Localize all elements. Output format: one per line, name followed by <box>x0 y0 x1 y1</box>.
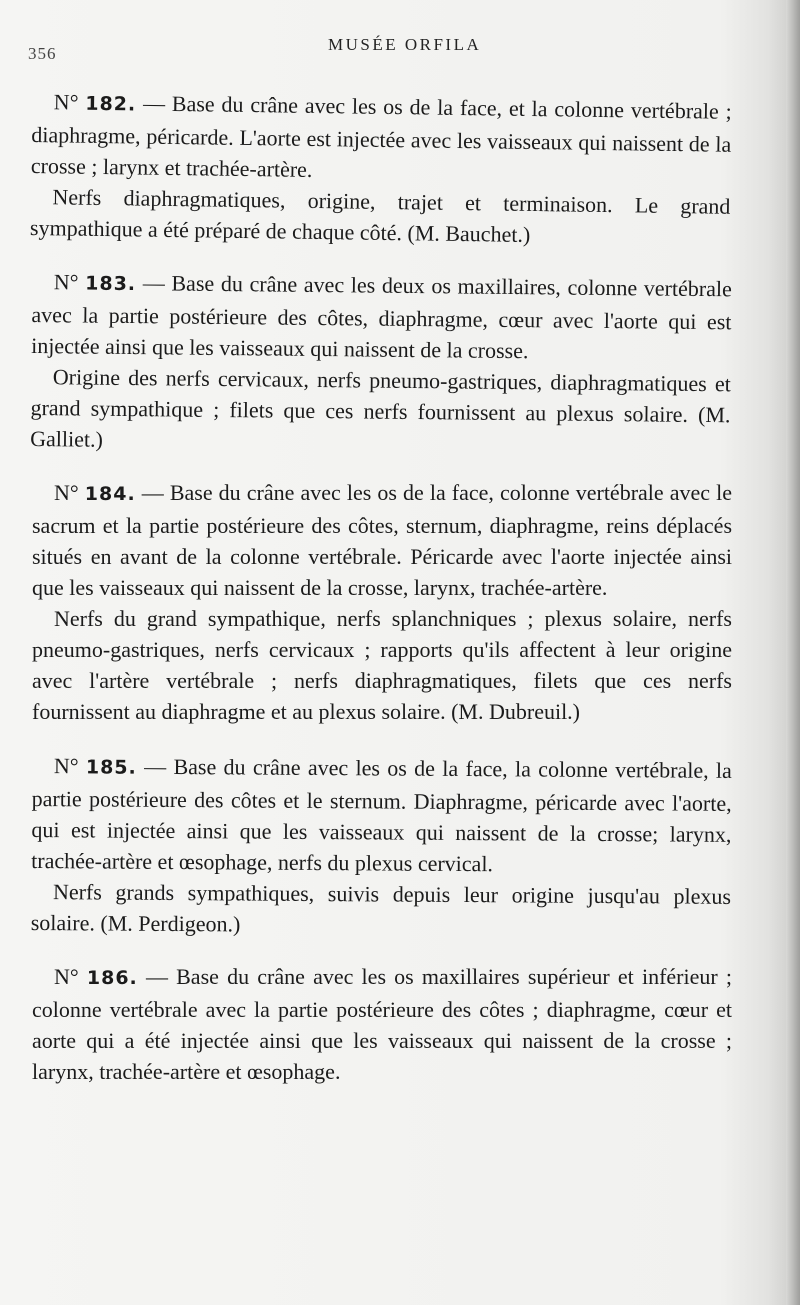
page-number: 356 <box>28 44 57 63</box>
entry-number: 184. <box>84 483 136 505</box>
page-gutter-shadow <box>786 0 800 1305</box>
entry-number: 182. <box>85 92 137 116</box>
catalog-entry-183 <box>30 266 732 461</box>
entry-text: — Base du crâne avec les os de la face, colonne vertébrale avec le sacrum et la partie postérieure des côtes, sternum, diaphragme, reins déplacés situés en avant de la colonne vertébrale. Péricarde avec l'aorte injectée ainsi que les vaisseaux qui naissent de la crosse, larynx, trachée-artère. <box>32 480 732 600</box>
entry-nerves: Nerfs diaphragmatiques, origine, trajet et terminaison. Le grand sympathique a été préparé de chaque côté. (M. Bauchet.) <box>29 184 731 247</box>
entry-description <box>31 266 732 368</box>
entry-number: 183. <box>85 272 137 296</box>
entry-nerves: Nerfs du grand sympathique, nerfs splanchniques ; plexus solaire, nerfs pneumo-gastriques, nerfs cervicaux ; rapports qu'ils affectent à leur origine avec l'artère vertébrale ; nerfs diaphragmatiques, filets que ces nerfs fournissent au diaphragme et au plexus solaire. (M. Dubreuil.) <box>32 606 732 724</box>
entry-number: 186. <box>86 967 138 989</box>
entry-number-prefix: N° <box>54 480 79 505</box>
entry-text: — Base du crâne avec les os de la face, et la colonne vertébrale ; diaphragme, péricarde. L'aorte est injectée avec les vaisseaux qui naissent de la crosse ; larynx et trachée-artère. <box>30 90 732 182</box>
entry-number-prefix: N° <box>54 964 79 989</box>
entry-text: — Base du crâne avec les deux os maxillaires, colonne vertébrale avec la partie postérieure des côtes, diaphragme, cœur avec l'aorte qui est injectée ainsi que les vaisseaux qui naissent de la crosse. <box>31 270 732 364</box>
entry-text: — Base du crâne avec les os de la face, la colonne vertébrale, la partie postérieure des côtes et le sternum. Diaphragme, péricarde avec l'aorte, qui est injectée ainsi que les vaisseaux qui naissent de la crosse; larynx, trachée-artère et œsophage, nerfs du plexus cervical. <box>31 753 732 877</box>
entry-description <box>31 750 732 881</box>
entry-description <box>31 86 732 191</box>
catalog-entry-186 <box>32 961 732 1087</box>
running-head: MUSÉE ORFILA <box>328 35 482 54</box>
entry-text: — Base du crâne avec les os maxillaires supérieur et inférieur ; colonne vertébrale avec la partie postérieure des côtes ; diaphragme, cœur et aorte qui a été injectée ainsi que les vaisseaux qui naissent de la crosse ; larynx, trachée-artère et œsophage. <box>32 964 733 1084</box>
catalog-entries <box>29 86 733 1110</box>
catalog-entry-182 <box>30 86 732 253</box>
entry-nerves: Nerfs grands sympathiques, suivis depuis leur origine jusqu'au plexus solaire. (M. Perdigeon.) <box>30 879 732 937</box>
entry-description <box>32 477 732 603</box>
entry-number-prefix: N° <box>53 753 79 779</box>
catalog-entry-184 <box>32 477 732 727</box>
catalog-entry-185 <box>31 750 732 943</box>
entry-number: 185. <box>85 756 137 779</box>
page-header <box>28 32 748 62</box>
entry-number-prefix: N° <box>53 269 79 295</box>
entry-nerves: Origine des nerfs cervicaux, nerfs pneumo-gastriques, diaphragmatiques et grand sympathique ; filets que ces nerfs fournissent au plexus solaire. (M. Galliet.) <box>30 364 731 452</box>
entry-number-prefix: N° <box>53 89 79 115</box>
entry-description <box>32 961 732 1087</box>
